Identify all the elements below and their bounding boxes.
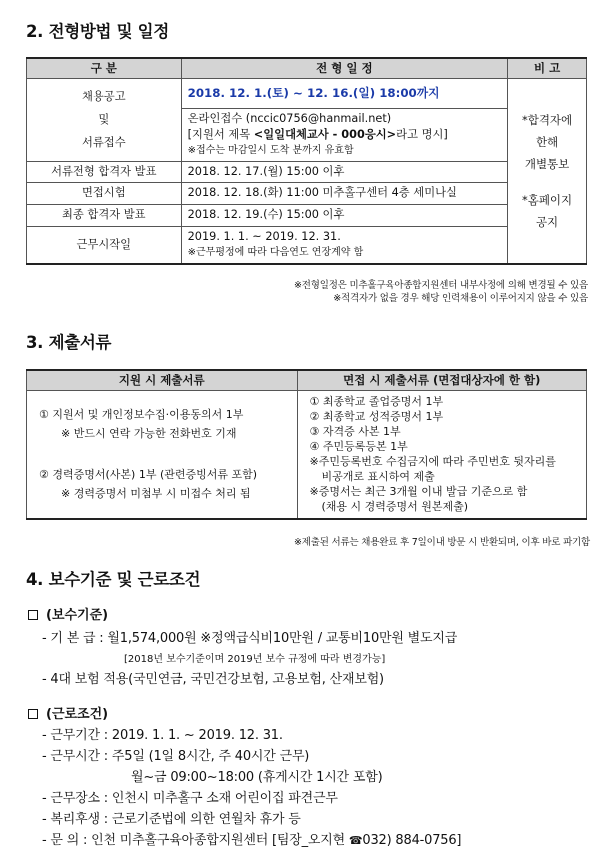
pay-heading: (보수기준)	[28, 604, 108, 623]
header-schedule: 전 형 일 정	[181, 58, 508, 78]
notice-date: 2018. 12. 1.(토) ~ 12. 16.(일) 18:00까지	[181, 78, 508, 108]
docs-footnote: ※제출된 서류는 채용완료 후 7일이내 방문 시 반환되며, 이후 바로 파기함	[294, 537, 590, 548]
schedule-table	[26, 57, 587, 265]
interview-date: 2018. 12. 18.(화) 11:00 미추홀구센터 4층 세미나실	[181, 182, 508, 204]
work-place: - 근무장소 : 인천시 미추홀구 소재 어린이집 파견근무	[42, 791, 338, 806]
pay-note: [2018년 보수기준이며 2019년 보수 규정에 따라 변경가능]	[124, 654, 386, 665]
documents-table	[26, 369, 587, 520]
start-date: 2019. 1. 1. ~ 2019. 12. 31. ※근무평정에 따라 다음연도 연장계약 함	[181, 226, 508, 264]
work-period: - 근무기간 : 2019. 1. 1. ~ 2019. 12. 31.	[42, 728, 283, 743]
work-benefits: - 복리후생 : 근로기준법에 의한 연월차 휴가 등	[42, 812, 301, 827]
cat-start-date: 근무시작일	[27, 226, 182, 264]
cat-final-result: 최종 합격자 발표	[27, 204, 182, 226]
pay-base: - 기 본 급 : 월1,574,000원 ※정액급식비10만원 / 교통비10만원 별도지급	[42, 631, 458, 646]
section4-title: 4. 보수기준 및 근로조건	[26, 570, 201, 589]
final-result-date: 2018. 12. 19.(수) 15:00 이후	[181, 204, 508, 226]
checkbox-square-icon	[28, 610, 38, 620]
doc-result-date: 2018. 12. 17.(월) 15:00 이후	[181, 161, 508, 182]
cat-interview: 면접시험	[27, 182, 182, 204]
work-contact: - 문 의 : 인천 미추홀구육아종합지원센터 [팀장_오지현 ☎032) 884-0756]	[42, 833, 462, 848]
online-apply: 온라인접수 (nccic0756@hanmail.net) [지원서 제목 <일일대체교사 - 000응시>라고 명시] ※접수는 마감일시 도착 분까지 유효함	[181, 108, 508, 161]
apply-docs: ① 지원서 및 개인정보수집·이용동의서 1부 ※ 반드시 연락 가능한 전화번호 기재 ② 경력증명서(사본) 1부 (관련증빙서류 포함) ※ 경력증명서 미첨부 시 미접수 처리 됨	[27, 390, 298, 519]
docs-header-apply: 지원 시 제출서류	[27, 370, 298, 390]
work-hours-detail: 월~금 09:00~18:00 (휴게시간 1시간 포함)	[131, 770, 383, 785]
header-category: 구 분	[27, 58, 182, 78]
docs-header-interview: 면접 시 제출서류 (면접대상자에 한 함)	[297, 370, 586, 390]
cat-notice: 채용공고 및 서류접수	[27, 78, 182, 161]
header-remark: 비 고	[508, 58, 587, 78]
work-heading: (근로조건)	[28, 703, 108, 722]
checkbox-square-icon	[28, 709, 38, 719]
pay-insurance: - 4대 보험 적용(국민연금, 국민건강보험, 고용보험, 산재보험)	[42, 672, 384, 687]
section3-title: 3. 제출서류	[26, 333, 112, 352]
remark-cell: *합격자에 한해 개별통보 *홈페이지 공지	[508, 78, 587, 264]
schedule-footnote: ※전형일정은 미추홀구육아종합지원센터 내부사정에 의해 변경될 수 있음 ※적격자가 없을 경우 해당 인력채용이 이루어지지 않을 수 있음	[294, 280, 588, 304]
cat-doc-result: 서류전형 합격자 발표	[27, 161, 182, 182]
section2-title: 2. 전형방법 및 일정	[26, 22, 169, 41]
interview-docs: ① 최종학교 졸업증명서 1부 ② 최종학교 성적증명서 1부 ③ 자격증 사본 1부 ④ 주민등록등본 1부 ※주민등록번호 수집금지에 따라 주민번호 뒷자리를 비공개로 표시하여 제출 ※증명서는 최근 3개월 이내 발급 기준으로 함 (채용 시 경력증명서 원본제출)	[297, 390, 586, 519]
telephone-icon: ☎	[348, 834, 363, 847]
work-hours: - 근무시간 : 주5일 (1일 8시간, 주 40시간 근무)	[42, 749, 310, 764]
